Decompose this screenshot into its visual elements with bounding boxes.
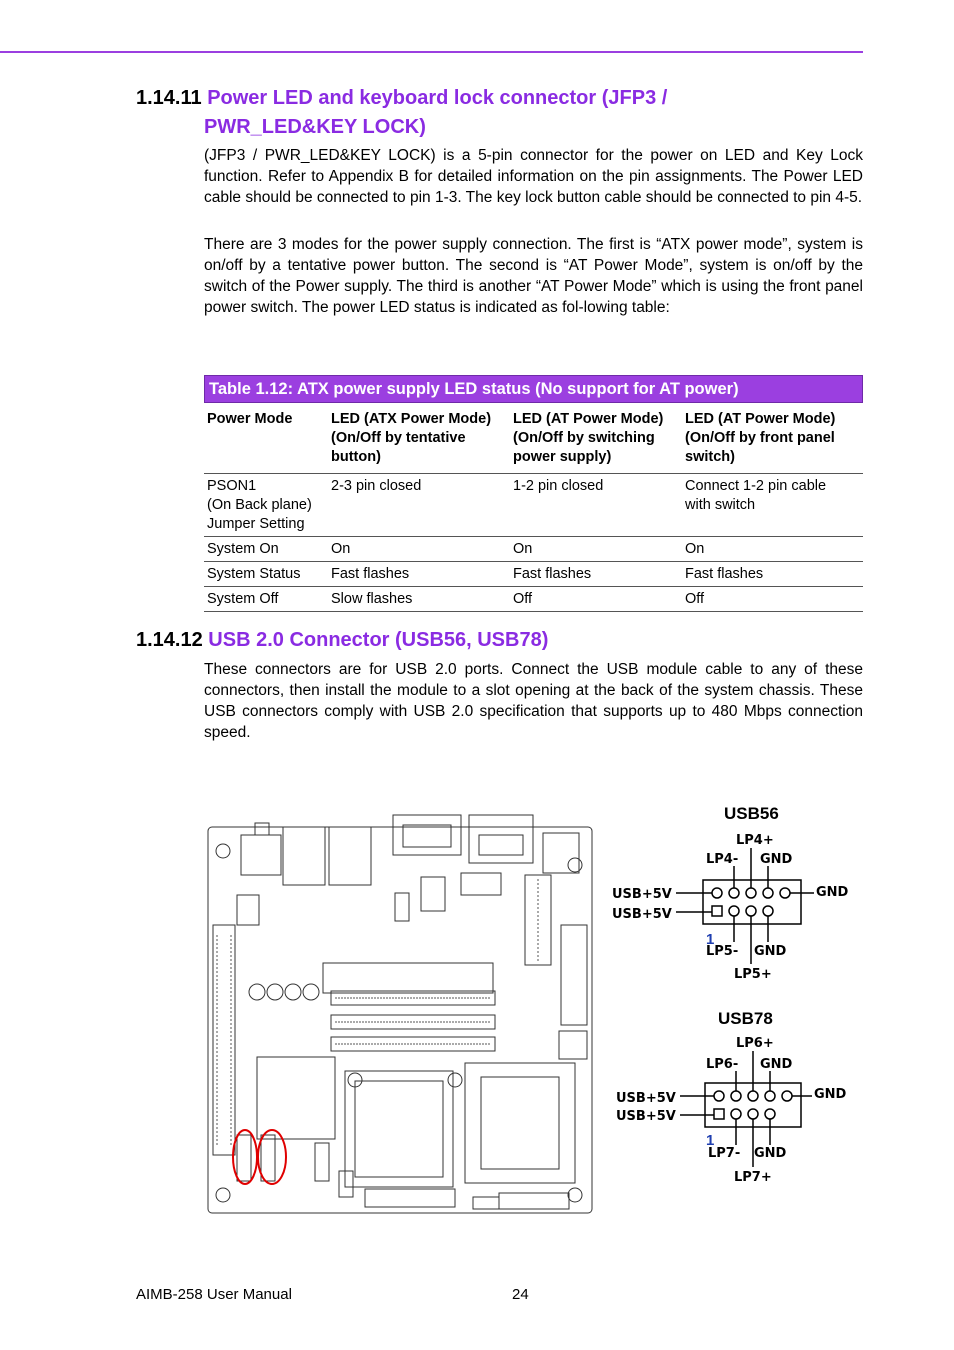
table-cell: Off	[513, 591, 533, 607]
table-cell: On	[513, 541, 533, 557]
header-text: switch)	[685, 449, 735, 465]
motherboard-layout-diagram	[205, 805, 595, 1215]
usb56-gnd-top: GND	[760, 852, 793, 867]
section-heading-1-14-12	[136, 626, 548, 654]
section-title-line2: PWR_LED&KEY LOCK)	[204, 116, 426, 138]
usb56-pinout	[610, 800, 860, 990]
table-row	[204, 474, 863, 537]
cell-text: 1-2 pin closed	[513, 478, 604, 494]
paragraph-usb-description: These connectors are for USB 2.0 ports. Connect the USB module cable to any of these connectors, then install the module to a slot opening at the back of the system chassis. These USB connectors comply with USB 2.0 specification that supports up to 480 Mbps connection speed.	[204, 661, 863, 741]
table-cell: On	[685, 541, 705, 557]
usb56-gnd-bottom: GND	[754, 944, 787, 959]
usb78-pin1: 1	[706, 1132, 715, 1149]
usb78-usb5v-1: USB+5V	[616, 1091, 676, 1106]
usb78-title: USB78	[718, 1009, 773, 1028]
table-cell: Fast flashes	[685, 566, 764, 582]
usb78-pinout	[610, 1005, 860, 1195]
cell-text: (On Back plane)	[207, 497, 312, 513]
table-cell: On	[331, 541, 351, 557]
table-cell: System Off	[207, 591, 279, 607]
usb56-pin1: 1	[706, 931, 715, 948]
usb56-bottom-label: LP5+	[734, 967, 772, 982]
table-cell	[204, 474, 328, 537]
header-text: LED (AT Power Mode)	[513, 411, 664, 427]
usb56-lp-neg: LP4-	[706, 852, 739, 867]
section-title: USB 2.0 Connector (USB56, USB78)	[208, 629, 549, 651]
header-text: (On/Off by tentative	[331, 430, 466, 446]
usb78-top-label: LP6+	[736, 1036, 774, 1051]
table-row	[204, 587, 863, 612]
cell-text: Connect 1-2 pin cable	[685, 478, 827, 494]
footer-manual-title: AIMB-258 User Manual	[136, 1286, 292, 1303]
header-text: LED (AT Power Mode)	[685, 411, 836, 427]
usb78-lp-neg: LP6-	[706, 1057, 739, 1072]
header-text: Power Mode	[207, 411, 293, 427]
paragraph-power-modes: There are 3 modes for the power supply connection. The first is “ATX power mode”, system is on/off by a tentative power button. The second is “AT Power Mode”, system is on/off by the switch of the Power supply. The third is another “AT Power Mode” which is using the front panel power switch. The power LED status is indicated as fol-lowing table:	[204, 236, 863, 316]
cell-text: with switch	[685, 497, 756, 513]
section-number: 1.14.11	[136, 87, 202, 109]
usb56-title: USB56	[724, 804, 779, 823]
table-cell	[682, 474, 863, 537]
usb56-usb5v-2: USB+5V	[612, 907, 672, 922]
header-text: button)	[331, 449, 381, 465]
table-cell: Fast flashes	[331, 566, 410, 582]
table-cell: Slow flashes	[331, 591, 413, 607]
usb78-bottom-label: LP7+	[734, 1170, 772, 1185]
table-header-cell	[682, 403, 863, 474]
table-row	[204, 537, 863, 562]
usb56-lp-neg-bottom: LP5-	[706, 944, 739, 959]
cell-text: PSON1	[207, 478, 257, 494]
section-title: Power LED and keyboard lock connector (JFP3 /	[207, 87, 668, 109]
header-text: (On/Off by front panel	[685, 430, 835, 446]
table-header-cell	[204, 403, 328, 474]
table-header-row	[204, 403, 863, 474]
table-header-cell	[510, 403, 682, 474]
table-cell	[328, 474, 510, 537]
usb56-top-label: LP4+	[736, 833, 774, 848]
top-rule	[0, 51, 863, 53]
table-cell	[510, 474, 682, 537]
led-status-table-block	[204, 375, 863, 612]
table-cell: System On	[207, 541, 279, 557]
table-cell: System Status	[207, 566, 301, 582]
header-text: LED (ATX Power Mode)	[331, 411, 492, 427]
table-cell: Off	[685, 591, 705, 607]
footer-page-number: 24	[512, 1286, 529, 1303]
section-heading-1-14-11-line2	[204, 113, 426, 141]
table-caption: Table 1.12: ATX power supply LED status (No support for AT power)	[204, 375, 863, 403]
paragraph-jfp3-description: (JFP3 / PWR_LED&KEY LOCK) is a 5-pin connector for the power on LED and Key Lock function. Refer to Appendix B for detailed information on the pin assignments. The Power LED cable should be connected to pin 1-3. The key lock button cable should be connected to pin 4-5.	[204, 147, 863, 206]
header-text: power supply)	[513, 449, 612, 465]
header-text: (On/Off by switching	[513, 430, 655, 446]
usb56-usb5v-1: USB+5V	[612, 887, 672, 902]
usb78-gnd-right: GND	[814, 1087, 847, 1102]
usb56-gnd-right: GND	[816, 885, 849, 900]
cell-text: 2-3 pin closed	[331, 478, 422, 494]
usb78-gnd-bottom: GND	[754, 1146, 787, 1161]
usb78-lp-neg-bottom: LP7-	[708, 1146, 741, 1161]
table-header-cell	[328, 403, 510, 474]
cell-text: Jumper Setting	[207, 516, 305, 532]
usb78-usb5v-2: USB+5V	[616, 1109, 676, 1124]
section-number: 1.14.12	[136, 629, 203, 651]
led-status-table	[204, 403, 863, 612]
section-heading-1-14-11	[136, 84, 667, 112]
usb78-gnd-top: GND	[760, 1057, 793, 1072]
usb78-highlight-ring	[258, 1130, 286, 1184]
table-cell: Fast flashes	[513, 566, 592, 582]
table-row	[204, 562, 863, 587]
